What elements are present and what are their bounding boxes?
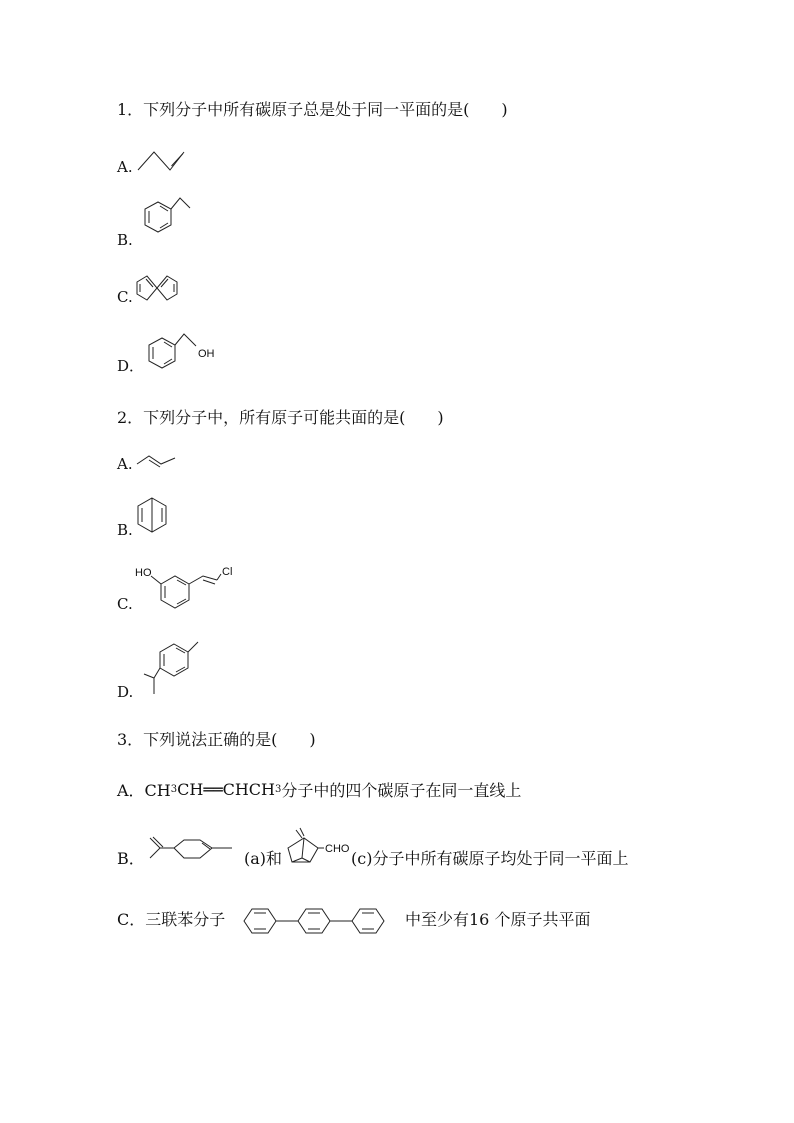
q3-b-c-text: (c)分子中所有碳原子均处于同一平面上 (351, 849, 629, 868)
q3-c-cho-label: CHO (325, 843, 350, 855)
q3-b-molecule-a (146, 834, 246, 874)
q2-c-cl-label: Cl (222, 566, 233, 578)
q3-a-mid: CH══CHCH (177, 780, 275, 799)
q1-option-a-label: A. (117, 158, 133, 176)
q3-a-sub1: 3 (170, 784, 178, 795)
q3-c-post: 中至少有16 个原子共平面 (405, 910, 591, 929)
q2-option-a-label: A. (117, 455, 133, 473)
q2-option-c-label: C. (117, 595, 133, 613)
q3-option-c-label: C．三联苯分子 (117, 910, 226, 929)
q1-option-b-structure (140, 194, 200, 244)
q3-b-molecule-c (284, 826, 354, 872)
q3-a-sub2: 3 (275, 784, 282, 795)
q3-a-post: 分子中的四个碳原子在同一直线上 (281, 781, 522, 800)
q1-option-c-structure (133, 268, 193, 308)
q2-option-d-structure (142, 630, 222, 700)
q1-d-oh-label: OH (198, 348, 215, 360)
q1-option-d-label: D． (117, 357, 145, 375)
q3-option-a (117, 778, 521, 801)
q1-option-c-label: C. (117, 288, 133, 306)
q2-option-d-label: D. (117, 683, 134, 701)
q3-option-b-label: B． (117, 849, 145, 868)
q2-option-c-structure (133, 562, 243, 612)
q1-option-b-label: B. (117, 231, 133, 249)
q3-b-a-and: (a)和 (244, 849, 283, 868)
question-1-stem: 1．下列分子中所有碳原子总是处于同一平面的是( ) (117, 100, 508, 119)
q2-c-ho-label: HO (135, 567, 152, 579)
question-3-stem: 3．下列说法正确的是( ) (117, 730, 316, 749)
q2-option-b-structure (135, 494, 175, 540)
q3-a-pre: A．CH (117, 781, 171, 800)
question-2-stem: 2．下列分子中，所有原子可能共面的是( ) (117, 408, 444, 427)
q2-option-a-structure (135, 452, 185, 472)
q3-c-terphenyl-structure (236, 903, 406, 937)
q1-option-d-structure (146, 330, 236, 376)
q2-option-b-label: B. (117, 521, 133, 539)
q1-option-a-structure (136, 144, 196, 174)
